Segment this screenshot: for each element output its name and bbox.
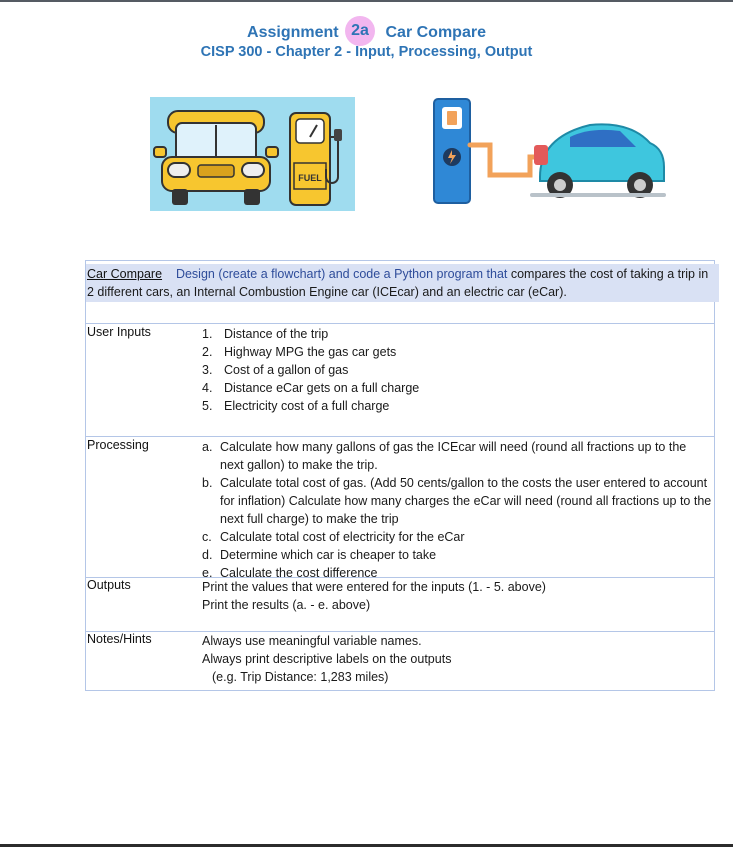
list-item: 4. Distance eCar gets on a full charge: [202, 381, 420, 395]
intro-paragraph: [87, 265, 715, 301]
processing-list: [202, 438, 712, 582]
notes-line-3: (e.g. Trip Distance: 1,283 miles): [212, 670, 389, 684]
user-inputs-label: User Inputs: [87, 325, 151, 339]
notes-line-1: Always use meaningful variable names.: [202, 634, 422, 648]
list-item: 1. Distance of the trip: [202, 327, 329, 341]
list-item: c. Calculate total cost of electricity for the eCar: [202, 530, 465, 544]
list-item: 2. Highway MPG the gas car gets: [202, 345, 397, 359]
processing-label: Processing: [87, 438, 149, 452]
assignment-badge: 2a: [345, 16, 375, 46]
electric-car-illustration: [430, 97, 670, 207]
user-inputs-row: [86, 324, 714, 437]
list-item: b. Calculate total cost of gas. (Add 50 cents/gallon to the costs the user entered to account for inflation) Calculate how many charges the eCar will need (round all fractions up to the next full charge) to make the trip: [202, 476, 712, 526]
gas-car-illustration: [150, 97, 355, 211]
charging-station-icon: [434, 99, 470, 203]
list-item: e. Calculate the cost difference: [202, 566, 378, 580]
course-subtitle: CISP 300 - Chapter 2 - Input, Processing, Output: [200, 44, 533, 60]
intro-label: Car Compare: [87, 267, 163, 281]
outputs-line-1: Print the values that were entered for the inputs (1. - 5. above): [202, 580, 546, 594]
notes-line-2: Always print descriptive labels on the outputs: [202, 652, 452, 666]
list-item: 3. Cost of a gallon of gas: [202, 363, 349, 377]
intro-text-rest: compares the cost of taking a trip in 2 different cars, an Internal Combustion Engine car (ICEcar) and an electric car (eCar).: [87, 267, 709, 299]
assignment-label: Assignment: [247, 24, 339, 42]
processing-row: [86, 437, 714, 578]
outputs-label: Outputs: [87, 578, 131, 592]
svg-text:FUEL: FUEL: [298, 173, 322, 183]
window-top-border: [0, 0, 733, 2]
intro-text-blue: Design (create a flowchart) and code a Python program that: [175, 267, 508, 281]
intro-row: [86, 261, 714, 324]
list-item: d. Determine which car is cheaper to take: [202, 548, 437, 562]
assignment-name: Car Compare: [385, 24, 486, 42]
outputs-line-2: Print the results (a. - e. above): [202, 598, 371, 612]
notes-label: Notes/Hints: [87, 632, 152, 646]
ice-car-icon: [154, 111, 278, 205]
user-inputs-list: [202, 325, 712, 415]
list-item: a. Calculate how many gallons of gas the ICEcar will need (round all fractions up to the next gallon) to make the trip.: [202, 440, 687, 472]
assignment-spec-table: [85, 260, 715, 691]
notes-row: [86, 632, 714, 690]
outputs-row: [86, 578, 714, 632]
list-item: 5. Electricity cost of a full charge: [202, 399, 390, 413]
electric-car-icon: [530, 124, 666, 198]
